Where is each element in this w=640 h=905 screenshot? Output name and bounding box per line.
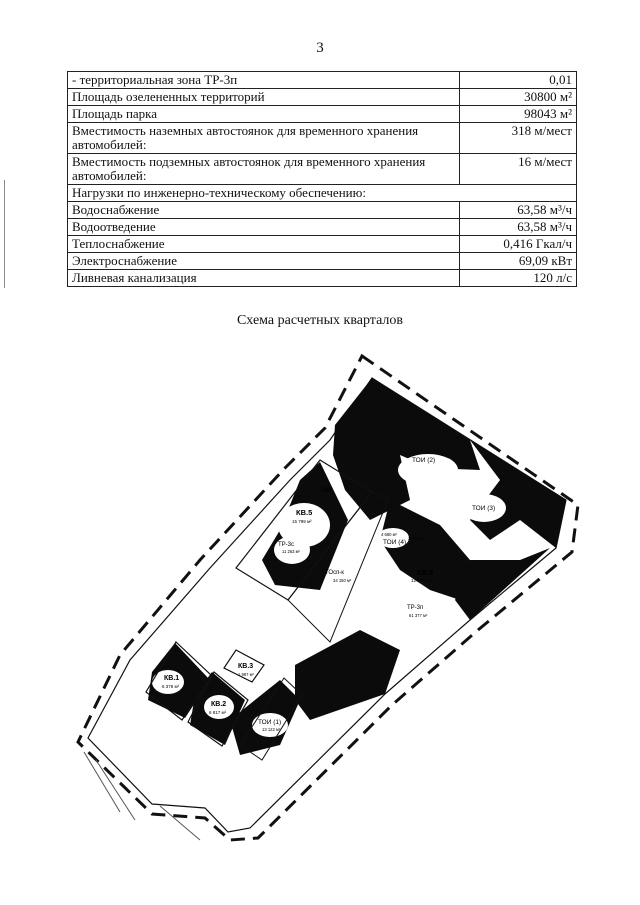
label-toi4-area-b: 3 440 м² xyxy=(408,536,424,541)
label-kv5-area: 15 799 м² xyxy=(292,519,312,524)
row-label: Теплоснабжение xyxy=(68,236,460,253)
row-label: Площадь озелененных территорий xyxy=(68,89,460,106)
label-kv3-area: 1 987 м² xyxy=(238,672,254,677)
row-label: Электроснабжение xyxy=(68,253,460,270)
row-value: 16 м/мест xyxy=(460,154,577,185)
row-value: 98043 м² xyxy=(460,106,577,123)
dashed-border xyxy=(78,356,578,840)
label-toi1-area: 13 122 м² xyxy=(262,727,281,732)
spur-lines xyxy=(84,752,200,840)
row-value: 69,09 кВт xyxy=(460,253,577,270)
dark-zone-right xyxy=(470,440,566,548)
label-toi-kv5: ТОИ xyxy=(318,487,332,494)
label-kv3: КВ.3 xyxy=(238,663,254,670)
label-toi3: ТОИ (3) xyxy=(472,505,496,512)
row-label: Вместимость подземных автостоянок для временного хранения автомобилей: xyxy=(68,154,460,185)
row-value: 0,416 Гкал/ч xyxy=(460,236,577,253)
label-kv2-area: 6 817 м² xyxy=(209,710,227,715)
page-number: 3 xyxy=(316,40,324,56)
row-value: 63,58 м³/ч xyxy=(460,219,577,236)
scheme-title: Схема расчетных кварталов xyxy=(236,313,404,328)
row-value: 63,58 м³/ч xyxy=(460,202,577,219)
label-kv6-area: 127 947 м² xyxy=(411,578,434,583)
label-tr3c: ТР-3с xyxy=(278,542,295,548)
label-kv6: КВ.6 xyxy=(417,568,434,577)
label-toi1: ТОИ (1) xyxy=(258,719,282,726)
row-label: Нагрузки по инженерно-техническому обеспечению: xyxy=(68,185,577,202)
label-kv5: КВ.5 xyxy=(296,508,313,517)
row-label: Водоснабжение xyxy=(68,202,460,219)
label-tr3p: ТР-3п xyxy=(407,605,424,611)
label-kv1-area: 6 378 м² xyxy=(162,684,180,689)
row-label: Ливневая канализация xyxy=(68,270,460,287)
label-toi4-area-a: 4 660 м² xyxy=(381,532,397,537)
label-kv1: КВ.1 xyxy=(164,675,180,682)
dark-zone-center xyxy=(380,500,470,600)
row-label: Площадь парка xyxy=(68,106,460,123)
label-tosp-area: 34 150 м² xyxy=(333,578,352,583)
label-toi2: ТОИ (2) xyxy=(412,457,436,464)
row-value: 120 л/с xyxy=(460,270,577,287)
row-value: 30800 м² xyxy=(460,89,577,106)
dark-zone-bottom xyxy=(295,630,400,720)
row-label: Водоотведение xyxy=(68,219,460,236)
label-kv2: КВ.2 xyxy=(211,701,227,708)
row-value: 0,01 xyxy=(460,72,577,89)
label-tr3p-area: 61 377 м² xyxy=(409,613,428,618)
label-tosp: ТОсп-к xyxy=(325,570,344,576)
label-toi4: ТОИ (4) xyxy=(383,539,407,546)
row-label: - территориальная зона ТР-3п xyxy=(68,72,460,89)
label-tr3c-area: 11 263 м² xyxy=(282,549,300,554)
row-value: 318 м/мест xyxy=(460,123,577,154)
row-label: Вместимость наземных автостоянок для временного хранения автомобилей: xyxy=(68,123,460,154)
